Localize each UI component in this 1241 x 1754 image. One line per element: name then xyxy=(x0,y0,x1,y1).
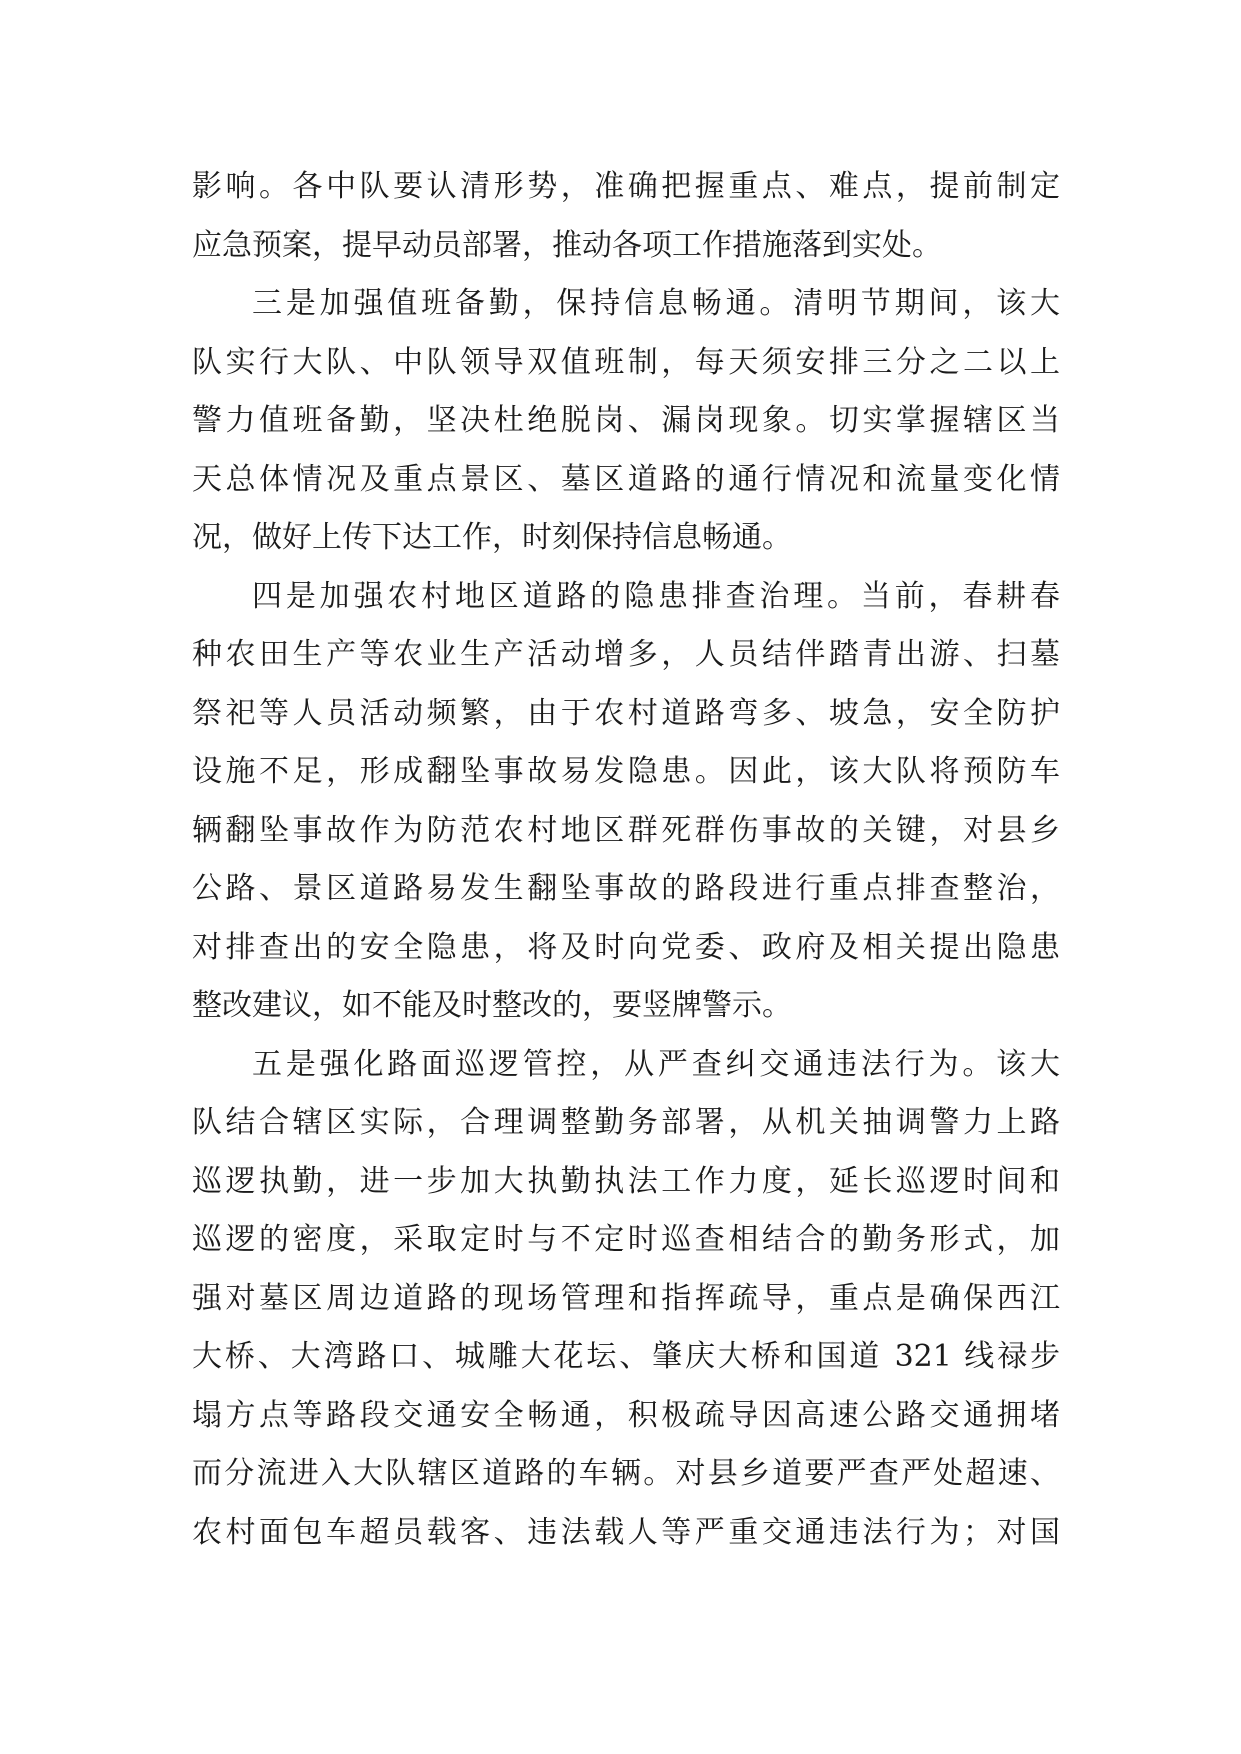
text-line: 警力值班备勤，坚决杜绝脱岗、漏岗现象。切实掌握辖区当 xyxy=(192,403,1060,438)
text-line: 天总体情况及重点景区、墓区道路的通行情况和流量变化情 xyxy=(192,461,1060,497)
text-line: 巡逻的密度，采取定时与不定时巡查相结合的勤务形式，加 xyxy=(192,1222,1060,1257)
text-line: 祭祀等人员活动频繁，由于农村道路弯多、坡急，安全防护 xyxy=(192,695,1060,731)
text-line: 四是加强农村地区道路的隐患排查治理。当前，春耕春 xyxy=(252,578,1060,614)
body-text xyxy=(192,158,1060,1562)
text-line: 辆翻坠事故作为防范农村地区群死群伤事故的关键，对县乡 xyxy=(192,812,1060,848)
text-line: 巡逻执勤，进一步加大执勤执法工作力度，延长巡逻时间和 xyxy=(192,1163,1060,1199)
text-line: 塌方点等路段交通安全畅通，积极疏导因高速公路交通拥堵 xyxy=(192,1397,1060,1433)
text-line: 强对墓区周边道路的现场管理和指挥疏导，重点是确保西江 xyxy=(192,1280,1060,1316)
text-line: 设施不足，形成翻坠事故易发隐患。因此，该大队将预防车 xyxy=(192,754,1060,789)
text-line: 对排查出的安全隐患，将及时向党委、政府及相关提出隐患 xyxy=(192,929,1060,965)
text-line: 队结合辖区实际，合理调整勤务部署，从机关抽调警力上路 xyxy=(192,1105,1060,1140)
text-line: 应急预案，提早动员部署，推动各项工作措施落到实处。 xyxy=(192,227,942,263)
text-line: 况，做好上传下达工作，时刻保持信息畅通。 xyxy=(192,520,792,555)
text-line: 三是加强值班备勤，保持信息畅通。清明节期间，该大 xyxy=(252,286,1060,321)
text-line: 农村面包车超员载客、违法载人等严重交通违法行为；对国 xyxy=(192,1514,1060,1550)
text-line: 种农田生产等农业生产活动增多，人员结伴踏青出游、扫墓 xyxy=(192,637,1060,672)
text-line: 队实行大队、中队领导双值班制，每天须安排三分之二以上 xyxy=(192,344,1060,380)
text-line: 影响。各中队要认清形势，准确把握重点、难点，提前制定 xyxy=(192,169,1060,204)
text-line: 而分流进入大队辖区道路的车辆。对县乡道要严查严处超速、 xyxy=(192,1456,1060,1491)
text-line: 大桥、大湾路口、城雕大花坛、肇庆大桥和国道 321 线禄步 xyxy=(192,1339,1060,1374)
text-line: 整改建议，如不能及时整改的，要竖牌警示。 xyxy=(192,988,792,1023)
text-line: 公路、景区道路易发生翻坠事故的路段进行重点排查整治， xyxy=(192,871,1060,906)
text-line: 五是强化路面巡逻管控，从严查纠交通违法行为。该大 xyxy=(252,1046,1060,1082)
